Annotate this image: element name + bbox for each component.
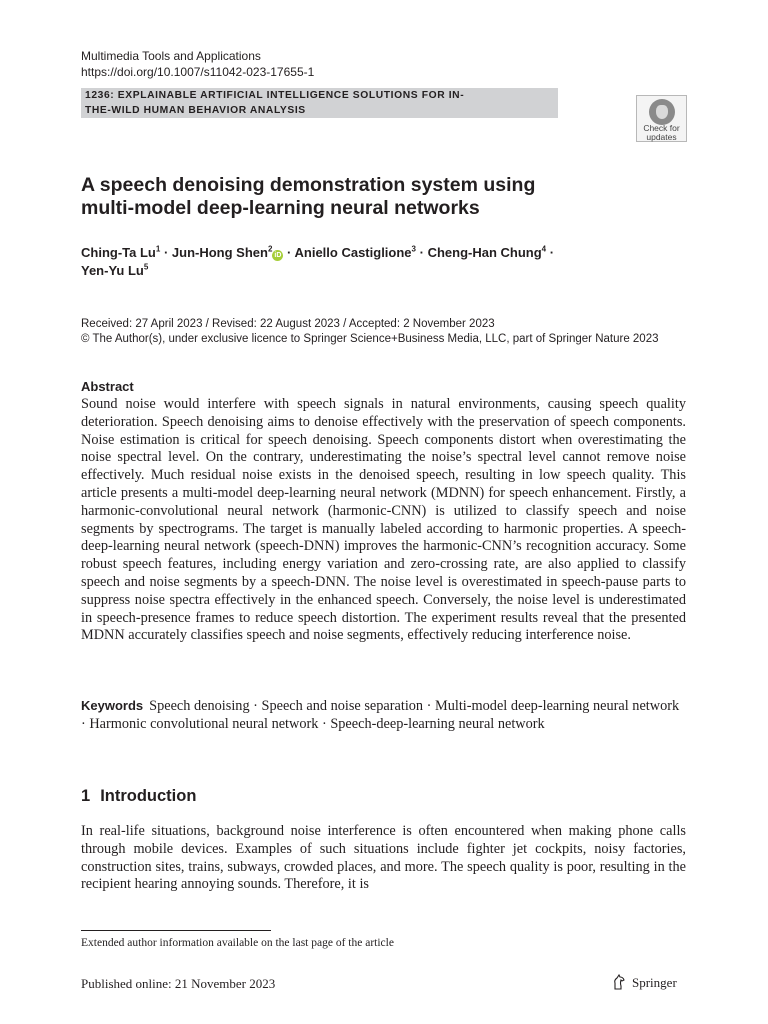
- journal-name: Multimedia Tools and Applications: [81, 49, 261, 63]
- footnote: Extended author information available on the last page of the article: [81, 937, 394, 949]
- title-line-2: multi-model deep-learning neural networks: [81, 197, 480, 219]
- section-number: 1: [81, 787, 91, 805]
- affiliation-mark: 4: [541, 244, 547, 254]
- abstract-heading: Abstract: [81, 379, 134, 394]
- article-history: [81, 317, 721, 347]
- doi-link[interactable]: https://doi.org/10.1007/s11042-023-17655-1: [81, 65, 315, 79]
- affiliation-mark: 5: [143, 262, 149, 272]
- author-separator: ·: [163, 245, 169, 260]
- author-separator: ·: [549, 245, 555, 260]
- publisher-logo: [612, 974, 677, 992]
- section-heading-introduction: [81, 785, 196, 807]
- author-name[interactable]: Yen-Yu Lu: [81, 263, 144, 278]
- received-dates: Received: 27 April 2023 / Revised: 22 August 2023 / Accepted: 2 November 2023: [81, 318, 495, 330]
- author-name[interactable]: Aniello Castiglione: [294, 245, 412, 260]
- footnote-divider: [81, 930, 271, 931]
- published-date: Published online: 21 November 2023: [81, 976, 276, 991]
- author-list: [81, 244, 681, 280]
- collection-line-2: THE-WILD HUMAN BEHAVIOR ANALYSIS: [85, 105, 306, 116]
- collection-line-1: 1236: EXPLAINABLE ARTIFICIAL INTELLIGENCE SOLUTIONS FOR IN-: [85, 90, 465, 101]
- publisher-name: Springer: [632, 975, 677, 990]
- check-for-updates-icon: [649, 99, 675, 125]
- author-separator: ·: [419, 245, 424, 260]
- keywords-label: Keywords: [81, 698, 144, 713]
- check-for-updates-badge[interactable]: [636, 95, 687, 142]
- author-name[interactable]: Ching-Ta Lu: [81, 245, 156, 260]
- keywords-text: Speech denoising · Speech and noise separation · Multi-model deep-learning neural network · Harmonic convolutional neural network · Speech-deep-learning neural network: [81, 698, 680, 732]
- affiliation-mark: 3: [411, 244, 416, 254]
- author-name[interactable]: Jun-Hong Shen: [171, 245, 268, 260]
- affiliation-mark: 1: [155, 244, 161, 254]
- keywords-block: [81, 697, 686, 734]
- abstract-text: Sound noise would interfere with speech signals in natural environments, causing speech quality deterioration. Speech denoising aims to denoise effectively with the preservation of speech components. Noise estimation is critical for speech denoising. Speech components distort when overestimating the noise spectral level. On the contrary, underestimating the noise’s spectral level cannot remove noise effectively. Much residual noise exists in the denoised speech, resulting in low speech quality. This article presents a multi-model deep-learning neural network (MDNN) for speech enhancement. Firstly, a harmonic-convolutional neural network (harmonic-CNN) is utilized to classify speech and noise segments by spectrograms. The target is manually labeled according to harmonic properties. A speech-deep-learning neural network (speech-DNN) improves the harmonic-CNN’s recognition accuracy. Some robust speech features, including energy variation and zero-crossing rate, are also applied to classify speech and noise segments by a speech-DNN. The noise level is overestimated in speech-pause parts to suppress noise spectra effectively in the enhanced speech. Conversely, the noise level is underestimated in speech-presence frames to reduce speech distortion. The experiment results reveal that the presented MDNN accurately classifies speech and noise segments, effectively reducing interference noise.: [81, 396, 686, 644]
- springer-horse-icon: [612, 974, 626, 990]
- author-separator: ·: [287, 245, 292, 260]
- collection-banner: [81, 88, 558, 118]
- title-line-1: A speech denoising demonstration system using: [81, 174, 536, 196]
- copyright-notice: © The Author(s), under exclusive licence to Springer Science+Business Media, LLC, part of Springer Nature 2023: [81, 333, 659, 345]
- author-name[interactable]: Cheng-Han Chung: [427, 245, 542, 260]
- article-title: [81, 174, 601, 220]
- introduction-text: In real-life situations, background noise interference is often encountered when making phone calls through mobile devices. Examples of such situations include fighter jet cockpits, noisy factories, construction sites, trains, subways, crowded places, and more. The speech quality is poor, resulting in the recipient hearing annoying sounds. Therefore, it is: [81, 823, 686, 893]
- affiliation-mark: 2: [267, 244, 273, 254]
- section-title: Introduction: [100, 787, 197, 805]
- orcid-icon[interactable]: iD: [274, 252, 282, 259]
- check-updates-label: Check for updates: [643, 123, 680, 142]
- journal-header: [81, 48, 314, 80]
